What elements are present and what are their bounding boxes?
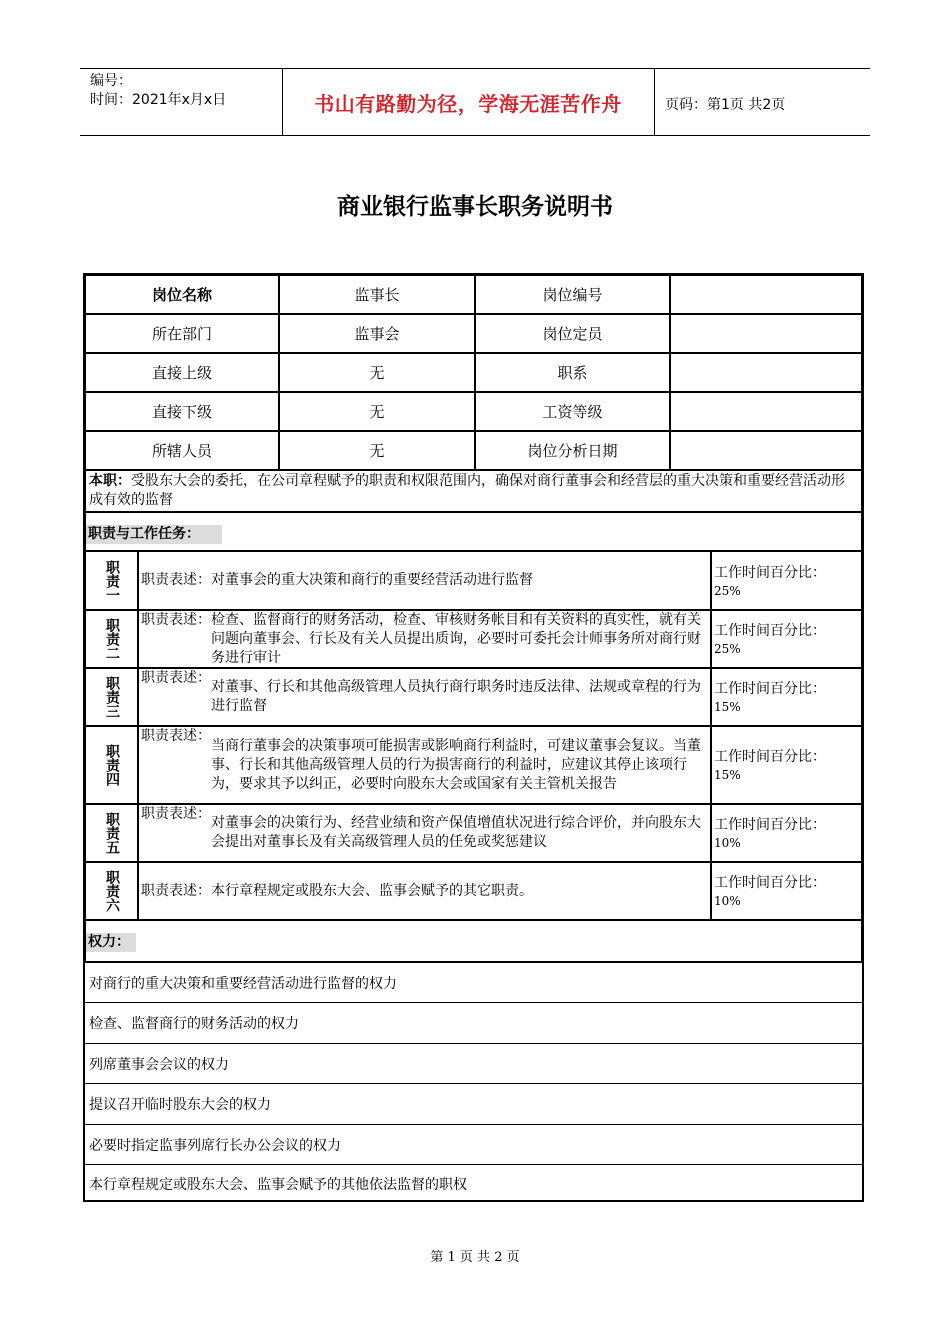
duty-description-text: 当商行董事会的决策事项可能损害或影响商行利益时，可建议董事会复议。当董事、行长和其他高级管理人员的行为损害商行的利益时，应建议其停止该项行为，要求其予以纠正，必要时向股东大会或国家有关主管机关报告 xyxy=(211,737,701,792)
duty-time-share-value: 25% xyxy=(714,642,741,656)
duty-name: 职责六 xyxy=(85,862,138,920)
info-value-cell: 无 xyxy=(279,392,475,431)
info-label-cell: 所辖人员 xyxy=(85,431,279,470)
duty-time-share-value: 15% xyxy=(714,700,741,714)
power-item: 对商行的重大决策和重要经营活动进行监督的权力 xyxy=(85,962,862,1002)
duty-description xyxy=(138,862,711,920)
duty-time-share xyxy=(711,668,862,726)
duty-name: 职责四 xyxy=(85,726,138,804)
info-value-cell: 无 xyxy=(279,431,475,470)
duty-time-share xyxy=(711,862,862,920)
power-item: 检查、监督商行的财务活动的权力 xyxy=(85,1002,862,1043)
info-label-cell: 岗位名称 xyxy=(85,275,279,314)
duties-heading: 职责与工作任务： xyxy=(86,525,222,544)
duty-time-share-value: 10% xyxy=(714,836,741,850)
duty-time-share xyxy=(711,551,862,610)
mission-block xyxy=(85,470,862,512)
header-motto: 书山有路勤为径，学海无涯苦作舟 xyxy=(314,91,622,116)
info-label-cell: 岗位分析日期 xyxy=(475,431,670,470)
duty-description-text: 本行章程规定或股东大会、监事会赋予的其它职责。 xyxy=(211,882,533,899)
duty-description-label: 职责表述： xyxy=(141,670,211,686)
duty-time-share-value: 10% xyxy=(714,894,741,908)
duty-description-text: 对董事会的决策行为、经营业绩和资产保值增值状况进行综合评价，并向股东大会提出对董事长及有关高级管理人员的任免或奖惩建议 xyxy=(211,815,701,850)
duty-time-share xyxy=(711,804,862,862)
power-item: 本行章程规定或股东大会、监事会赋予的其他依法监督的职权 xyxy=(85,1164,862,1202)
duty-description-text: 检查、监督商行的财务活动，检查、审核财务帐目和有关资料的真实性，就有关问题向董事会、行长及有关人员提出质询，必要时可委托会计师事务所对商行财务进行审计 xyxy=(211,611,701,666)
duties-heading-row xyxy=(85,512,862,551)
duty-time-share-label: 工作时间百分比： xyxy=(714,564,826,581)
info-label-cell: 岗位编号 xyxy=(475,275,670,314)
duty-description xyxy=(138,610,711,668)
duty-name: 职责五 xyxy=(85,804,138,862)
page-footer: 第 1 页 共 2 页 xyxy=(430,1250,520,1265)
powers-heading-row xyxy=(85,920,862,962)
info-label-cell: 所在部门 xyxy=(85,314,279,353)
info-value-cell xyxy=(670,314,862,353)
power-item: 提议召开临时股东大会的权力 xyxy=(85,1083,862,1124)
duty-time-share-label: 工作时间百分比： xyxy=(714,749,826,765)
info-label-cell: 直接上级 xyxy=(85,353,279,392)
duty-description xyxy=(138,551,711,610)
info-value-cell: 监事长 xyxy=(279,275,475,314)
mission-label: 本职： xyxy=(89,473,131,489)
power-item: 必要时指定监事列席行长办公会议的权力 xyxy=(85,1124,862,1164)
info-value-cell xyxy=(670,431,862,470)
page-title: 商业银行监事长职务说明书 xyxy=(337,194,613,220)
power-item: 列席董事会会议的权力 xyxy=(85,1043,862,1083)
info-value-cell: 无 xyxy=(279,353,475,392)
duty-description-label: 职责表述： xyxy=(141,612,211,628)
duty-time-share-label: 工作时间百分比： xyxy=(714,875,826,891)
doc-number-label: 编号： xyxy=(90,73,132,89)
duty-description-label: 职责表述： xyxy=(141,882,211,899)
duty-time-share xyxy=(711,726,862,804)
duty-description-text: 对董事、行长和其他高级管理人员执行商行职务时违反法律、法规或章程的行为进行监督 xyxy=(211,679,701,714)
info-value-cell xyxy=(670,275,862,314)
duty-time-share-value: 25% xyxy=(714,583,741,598)
header-page-info: 页码：第1页 共2页 xyxy=(665,97,786,113)
duty-description-label: 职责表述： xyxy=(141,806,211,822)
duty-time-share-value: 15% xyxy=(714,768,741,782)
duty-name: 职责二 xyxy=(85,610,138,668)
duty-description-text: 对董事会的重大决策和商行的重要经营活动进行监督 xyxy=(211,572,533,588)
duty-time-share-label: 工作时间百分比： xyxy=(714,817,826,833)
header-meta xyxy=(90,72,226,110)
duty-description xyxy=(138,726,711,804)
info-label-cell: 工资等级 xyxy=(475,392,670,431)
duty-time-share-label: 工作时间百分比： xyxy=(714,623,826,639)
info-value-cell xyxy=(670,392,862,431)
duty-name: 职责三 xyxy=(85,668,138,726)
powers-heading: 权力： xyxy=(86,933,136,952)
duty-name: 职责一 xyxy=(85,551,138,610)
info-label-cell: 职系 xyxy=(475,353,670,392)
mission-text: 受股东大会的委托，在公司章程赋予的职责和权限范围内，确保对商行董事会和经营层的重大决策和重要经营活动形成有效的监督 xyxy=(89,473,845,508)
duty-description-label: 职责表述： xyxy=(141,728,211,744)
info-label-cell: 直接下级 xyxy=(85,392,279,431)
info-value-cell xyxy=(670,353,862,392)
duty-description xyxy=(138,804,711,862)
doc-time-label: 时间：2021年x月x日 xyxy=(90,92,227,108)
duty-time-share-label: 工作时间百分比： xyxy=(714,681,826,697)
duty-time-share xyxy=(711,610,862,668)
info-value-cell: 监事会 xyxy=(279,314,475,353)
header-divider xyxy=(654,68,655,136)
duty-description xyxy=(138,668,711,726)
duty-description-label: 职责表述： xyxy=(141,572,211,588)
info-label-cell: 岗位定员 xyxy=(475,314,670,353)
